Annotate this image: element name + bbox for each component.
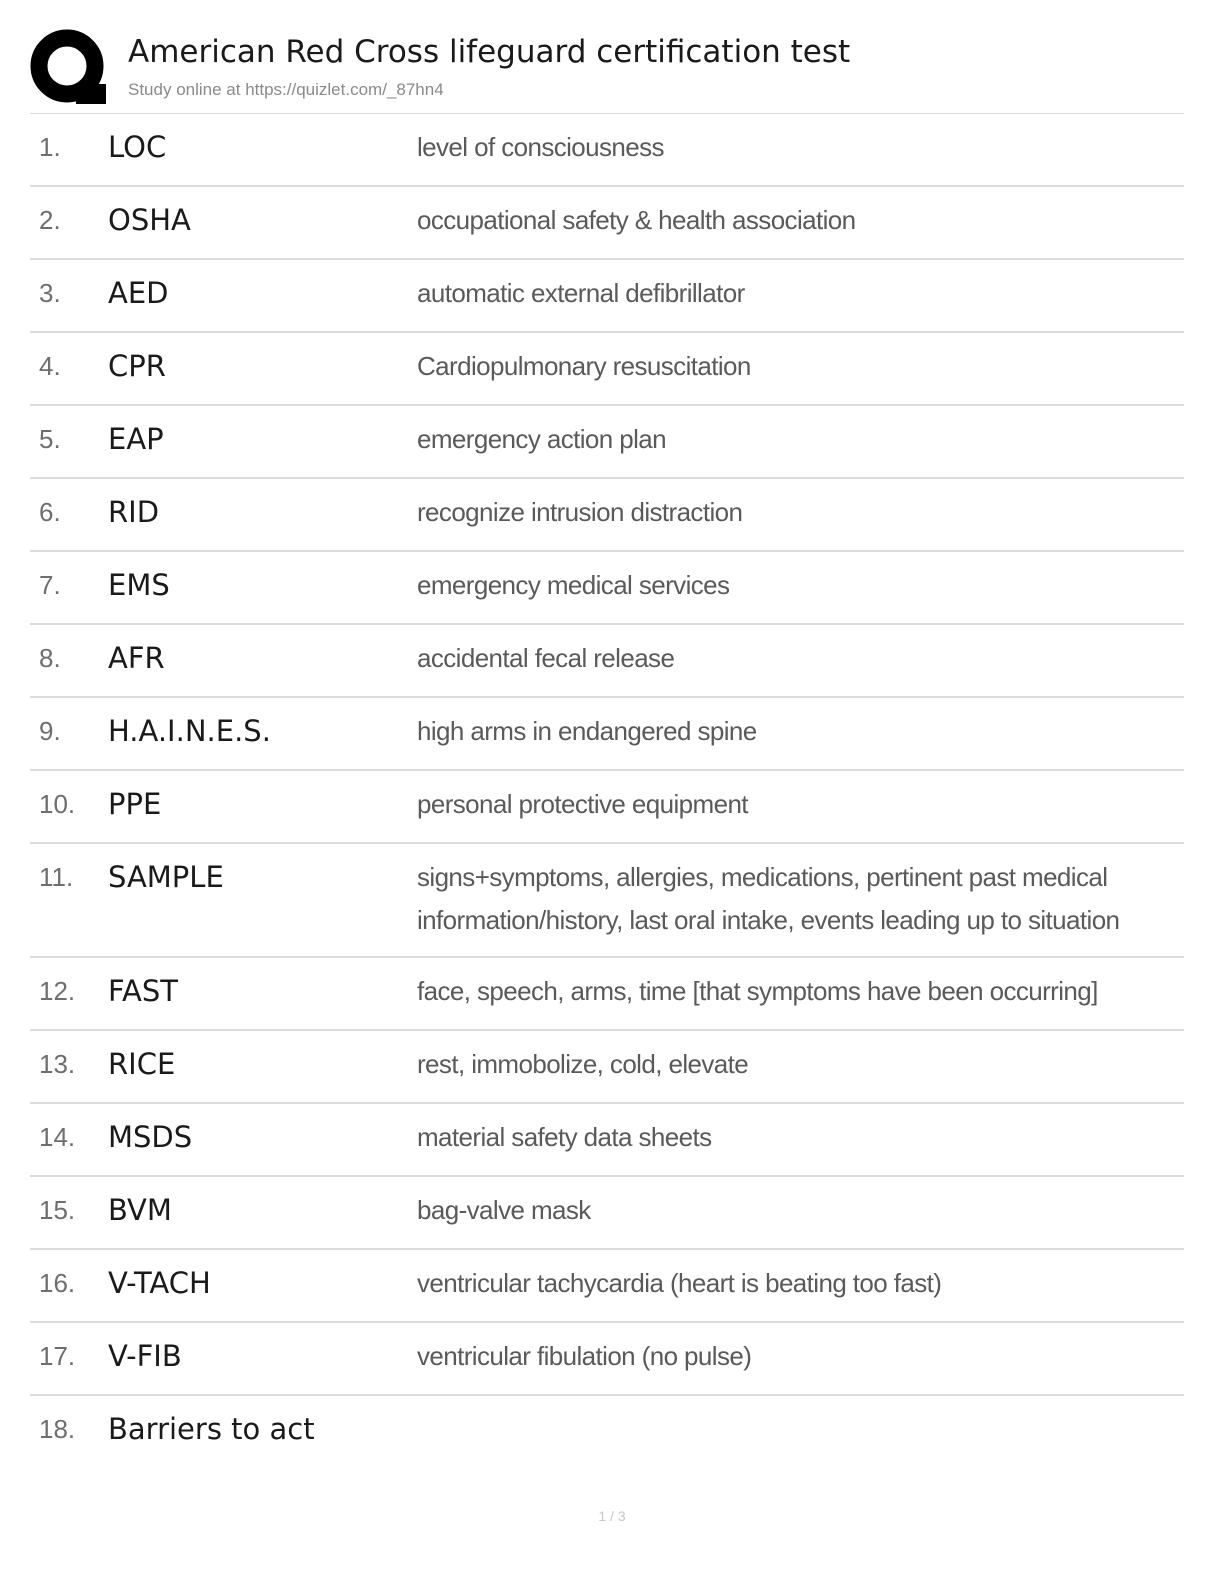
item-number: 14. [39, 1122, 76, 1152]
item-number: 8. [39, 643, 61, 673]
list-item [30, 114, 1184, 187]
list-item [30, 771, 1184, 844]
item-definition: face, speech, arms, time [that symptoms have been occurring] [417, 976, 1098, 1006]
item-term: BVM [108, 1193, 172, 1227]
list-item [30, 479, 1184, 552]
item-term: RICE [108, 1047, 176, 1081]
item-definition: material safety data sheets [417, 1122, 712, 1152]
item-number: 18. [39, 1414, 76, 1444]
item-number: 6. [39, 497, 61, 527]
item-term: LOC [108, 130, 167, 164]
item-definition: emergency action plan [417, 424, 666, 454]
list-item [30, 625, 1184, 698]
item-definition: recognize intrusion distraction [417, 497, 743, 527]
list-item [30, 552, 1184, 625]
item-number: 7. [39, 570, 61, 600]
list-item [30, 1177, 1184, 1250]
item-term: EMS [108, 568, 170, 602]
item-definition: ventricular fibulation (no pulse) [417, 1341, 752, 1371]
item-definition: signs+symptoms, allergies, medications, pertinent past medical information/history, last oral intake, events leading up to situation [417, 862, 1120, 935]
item-term: SAMPLE [108, 860, 224, 894]
item-term: MSDS [108, 1120, 193, 1154]
item-number: 10. [39, 789, 76, 819]
item-term: H.A.I.N.E.S. [108, 714, 271, 748]
list-item [30, 1031, 1184, 1104]
item-definition: rest, immobolize, cold, elevate [417, 1049, 749, 1079]
list-item [30, 1104, 1184, 1177]
list-item [30, 1323, 1184, 1396]
item-definition: level of consciousness [417, 132, 664, 162]
item-definition: personal protective equipment [417, 789, 748, 819]
item-number: 2. [39, 205, 61, 235]
item-term: PPE [108, 787, 162, 821]
item-definition: ventricular tachycardia (heart is beating too fast) [417, 1268, 942, 1298]
item-definition: automatic external defibrillator [417, 278, 745, 308]
item-term: RID [108, 495, 160, 529]
item-number: 5. [39, 424, 61, 454]
item-number: 16. [39, 1268, 76, 1298]
item-term: EAP [108, 422, 164, 456]
page-number: 1 / 3 [598, 1508, 626, 1524]
list-item [30, 333, 1184, 406]
list-item [30, 1396, 1184, 1469]
item-definition: accidental fecal release [417, 643, 675, 673]
list-item [30, 958, 1184, 1031]
list-item [30, 844, 1184, 958]
item-number: 9. [39, 716, 61, 746]
item-definition: Cardiopulmonary resuscitation [417, 351, 751, 381]
item-definition: occupational safety & health association [417, 205, 856, 235]
item-number: 1. [39, 132, 61, 162]
item-term: CPR [108, 349, 166, 383]
item-term: FAST [108, 974, 178, 1008]
header [30, 28, 1190, 112]
item-term: V-TACH [108, 1266, 211, 1300]
item-number: 3. [39, 278, 61, 308]
item-term: OSHA [108, 203, 191, 237]
item-term: AFR [108, 641, 165, 675]
quizlet-logo-icon [30, 28, 108, 108]
item-number: 4. [39, 351, 61, 381]
list-item [30, 406, 1184, 479]
item-number: 13. [39, 1049, 76, 1079]
list-item [30, 187, 1184, 260]
item-term: AED [108, 276, 169, 310]
list-item [30, 698, 1184, 771]
item-term: V-FIB [108, 1339, 182, 1373]
list-item [30, 260, 1184, 333]
item-number: 17. [39, 1341, 76, 1371]
flashcard-list [30, 113, 1184, 1469]
study-online-link[interactable]: Study online at https://quizlet.com/_87hn4 [128, 80, 444, 99]
page-title: American Red Cross lifeguard certification test [128, 34, 851, 70]
list-item [30, 1250, 1184, 1323]
item-definition: emergency medical services [417, 570, 730, 600]
item-term: Barriers to act [108, 1412, 315, 1446]
item-definition: high arms in endangered spine [417, 716, 757, 746]
item-number: 15. [39, 1195, 76, 1225]
item-definition: bag-valve mask [417, 1195, 591, 1225]
item-number: 12. [39, 976, 76, 1006]
item-number: 11. [39, 862, 74, 892]
